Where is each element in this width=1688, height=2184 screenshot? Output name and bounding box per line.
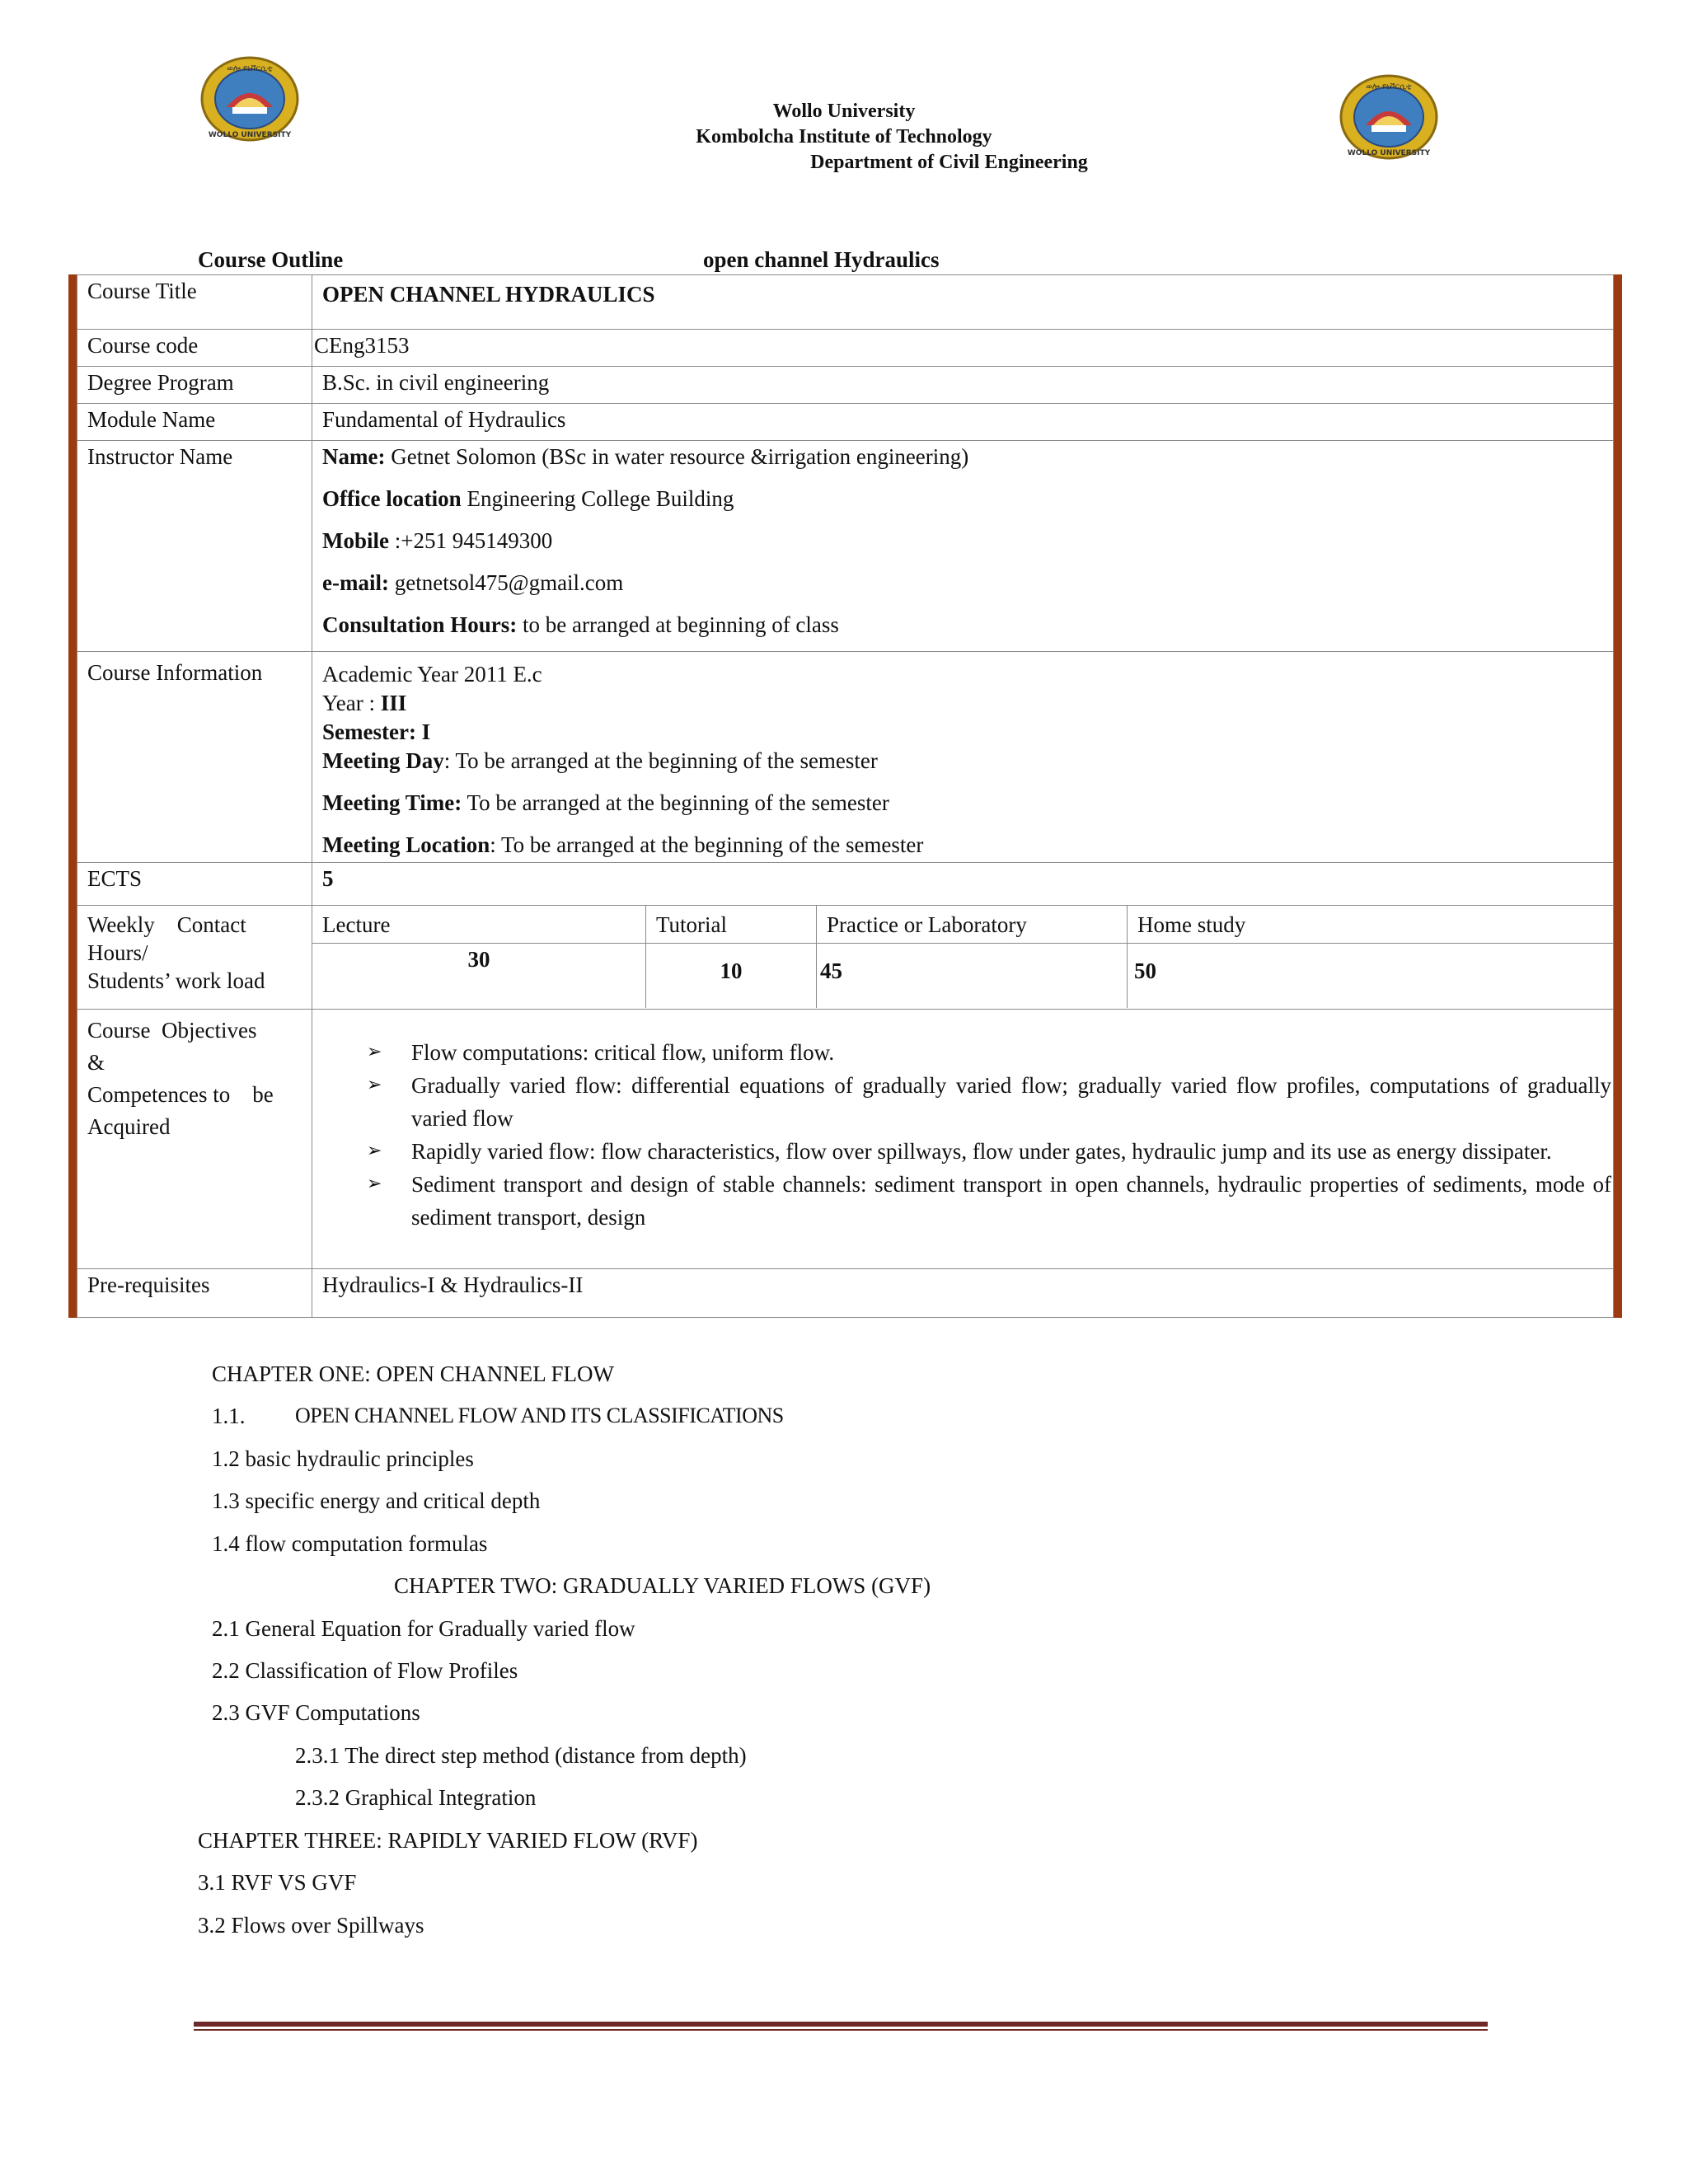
svg-text:ወሎ ዩኒቨርሲቲ: ወሎ ዩኒቨርሲቲ: [1366, 82, 1412, 91]
objectives-label-line3: Competences to be: [87, 1082, 274, 1107]
instructor-label: Instructor Name: [77, 441, 312, 652]
arrow-bullet-icon: ➢: [367, 1042, 382, 1062]
toc-item-3-1: 3.1 RVF VS GVF: [198, 1870, 357, 1895]
footer-divider-thin: [194, 2029, 1488, 2031]
meeting-time-label: Meeting Time:: [322, 790, 462, 815]
weekly-hours-cell: [312, 906, 1614, 1010]
office-location-value: Engineering College Building: [461, 486, 734, 511]
office-location-label: Office location: [322, 486, 462, 511]
tutorial-hours: 10: [646, 943, 817, 1008]
year-value: III: [380, 691, 407, 715]
svg-text:WOLLO UNIVERSITY: WOLLO UNIVERSITY: [208, 131, 292, 139]
hours-table: [312, 906, 1613, 1008]
weekly-label-line1: Weekly Contact: [87, 912, 246, 937]
academic-year: Academic Year 2011 E.c: [322, 662, 542, 687]
ects-value: 5: [312, 863, 1614, 906]
table-row: [77, 441, 1614, 652]
arrow-bullet-icon: ➢: [367, 1141, 382, 1161]
meeting-location-value: : To be arranged at the beginning of the semester: [490, 832, 924, 857]
objective-text: Flow computations: critical flow, uniform flow.: [411, 1040, 835, 1065]
course-code-value: CEng3153: [312, 330, 1614, 367]
toc-item-3-2: 3.2 Flows over Spillways: [198, 1913, 424, 1938]
toc-item-1-1-number: 1.1.: [212, 1404, 246, 1428]
prerequisites-value: Hydraulics-I & Hydraulics-II: [312, 1269, 1614, 1318]
svg-text:ወሎ ዩኒቨርሲቲ: ወሎ ዩኒቨርሲቲ: [227, 64, 273, 73]
year-label: Year :: [322, 691, 381, 715]
module-name-label: Module Name: [77, 404, 312, 441]
practice-header: Practice or Laboratory: [817, 906, 1128, 943]
instructor-details: [312, 441, 1614, 652]
department-name: Department of Civil Engineering: [810, 152, 1088, 173]
course-info-label: Course Information: [77, 652, 312, 863]
toc-item-2-1: 2.1 General Equation for Gradually varied flow: [212, 1616, 635, 1641]
arrow-bullet-icon: ➢: [367, 1174, 382, 1194]
toc-item-2-3: 2.3 GVF Computations: [212, 1700, 420, 1725]
table-row: [77, 863, 1614, 906]
list-item: [322, 1036, 1611, 1069]
course-outline-label: Course Outline: [198, 247, 344, 272]
table-row: [77, 1010, 1614, 1269]
course-table: [77, 274, 1614, 1318]
chapter-two-title: CHAPTER TWO: GRADUALLY VARIED FLOWS (GVF): [394, 1573, 931, 1598]
weekly-label-line2: Hours/: [87, 940, 148, 965]
institute-name: Kombolcha Institute of Technology: [696, 126, 992, 148]
semester: Semester: I: [322, 719, 431, 744]
prerequisites-label: Pre-requisites: [77, 1269, 312, 1318]
objective-text: Rapidly varied flow: flow characteristics, flow over spillways, flow under gates, hydraulic jump and its use as energy dissipater.: [411, 1139, 1552, 1164]
list-item: [322, 1069, 1611, 1135]
course-title-value: OPEN CHANNEL HYDRAULICS: [312, 275, 1614, 330]
table-row: [77, 367, 1614, 404]
home-study-header: Home study: [1128, 906, 1614, 943]
objectives-label-line1: Course Objectives: [87, 1018, 257, 1043]
mobile-label: Mobile: [322, 528, 389, 553]
objective-text: Sediment transport and design of stable channels: sediment transport in open channels, hydraulic properties of sediments, mode of sediment transport, design: [411, 1172, 1611, 1230]
toc-item-1-2: 1.2 basic hydraulic principles: [212, 1446, 474, 1471]
meeting-day-value: : To be arranged at the beginning of the semester: [443, 748, 878, 773]
mobile-value: :+251 945149300: [389, 528, 553, 553]
meeting-day-label: Meeting Day: [322, 748, 444, 773]
lecture-hours: 30: [312, 943, 646, 1008]
weekly-hours-label: [77, 906, 312, 1010]
tutorial-header: Tutorial: [646, 906, 817, 943]
footer-divider: [194, 2022, 1488, 2027]
toc-item-1-3: 1.3 specific energy and critical depth: [212, 1488, 541, 1513]
table-row: [77, 652, 1614, 863]
course-code-label: Course code: [77, 330, 312, 367]
home-study-hours: 50: [1134, 958, 1156, 983]
list-item: [322, 1168, 1611, 1234]
degree-program-label: Degree Program: [77, 367, 312, 404]
list-item: [322, 1135, 1611, 1168]
toc-item-1-4: 1.4 flow computation formulas: [212, 1531, 488, 1556]
table-row: [77, 1269, 1614, 1318]
email-value: getnetsol475@gmail.com: [388, 570, 624, 595]
arrow-bullet-icon: ➢: [367, 1075, 382, 1095]
practice-hours: 45: [817, 943, 1128, 1008]
objectives-label-line2: &: [87, 1050, 106, 1075]
module-name-value: Fundamental of Hydraulics: [312, 404, 1614, 441]
objective-text: Gradually varied flow: differential equations of gradually varied flow; gradually varied flow profiles, computations of gradually varied flow: [411, 1073, 1611, 1131]
lecture-header: Lecture: [312, 906, 646, 943]
chapter-one-title: CHAPTER ONE: OPEN CHANNEL FLOW: [212, 1361, 614, 1386]
weekly-label-line3: Students’ work load: [87, 968, 265, 993]
chapter-three-title: CHAPTER THREE: RAPIDLY VARIED FLOW (RVF): [198, 1828, 698, 1853]
table-row: [77, 906, 1614, 1010]
course-info-details: [312, 652, 1614, 863]
objectives-label: [77, 1010, 312, 1269]
toc-item-2-3-2: 2.3.2 Graphical Integration: [295, 1785, 537, 1810]
ects-label: ECTS: [77, 863, 312, 906]
instructor-name-label: Name:: [322, 444, 386, 469]
course-title-label: Course Title: [77, 275, 312, 330]
table-row: [77, 275, 1614, 330]
toc-item-1-1-text: OPEN CHANNEL FLOW AND ITS CLASSIFICATIONS: [295, 1404, 784, 1427]
toc-item-2-2: 2.2 Classification of Flow Profiles: [212, 1658, 518, 1683]
degree-program-value: B.Sc. in civil engineering: [312, 367, 1614, 404]
meeting-location-label: Meeting Location: [322, 832, 490, 857]
consultation-value: to be arranged at beginning of class: [517, 612, 839, 637]
svg-text:WOLLO UNIVERSITY: WOLLO UNIVERSITY: [1347, 149, 1431, 157]
objectives-label-line4: Acquired: [87, 1114, 171, 1139]
university-name: Wollo University: [772, 101, 916, 122]
objectives-list: [322, 1011, 1611, 1234]
document-header: [0, 99, 1688, 176]
meeting-time-value: To be arranged at the beginning of the semester: [462, 790, 889, 815]
objectives-cell: [312, 1010, 1614, 1269]
table-row: [77, 404, 1614, 441]
instructor-name-value: Getnet Solomon (BSc in water resource &irrigation engineering): [385, 444, 969, 469]
toc-item-2-3-1: 2.3.1 The direct step method (distance from depth): [295, 1743, 747, 1768]
course-outline-subject: open channel Hydraulics: [703, 247, 940, 272]
table-row: [77, 330, 1614, 367]
email-label: e-mail:: [322, 570, 389, 595]
consultation-label: Consultation Hours:: [322, 612, 518, 637]
